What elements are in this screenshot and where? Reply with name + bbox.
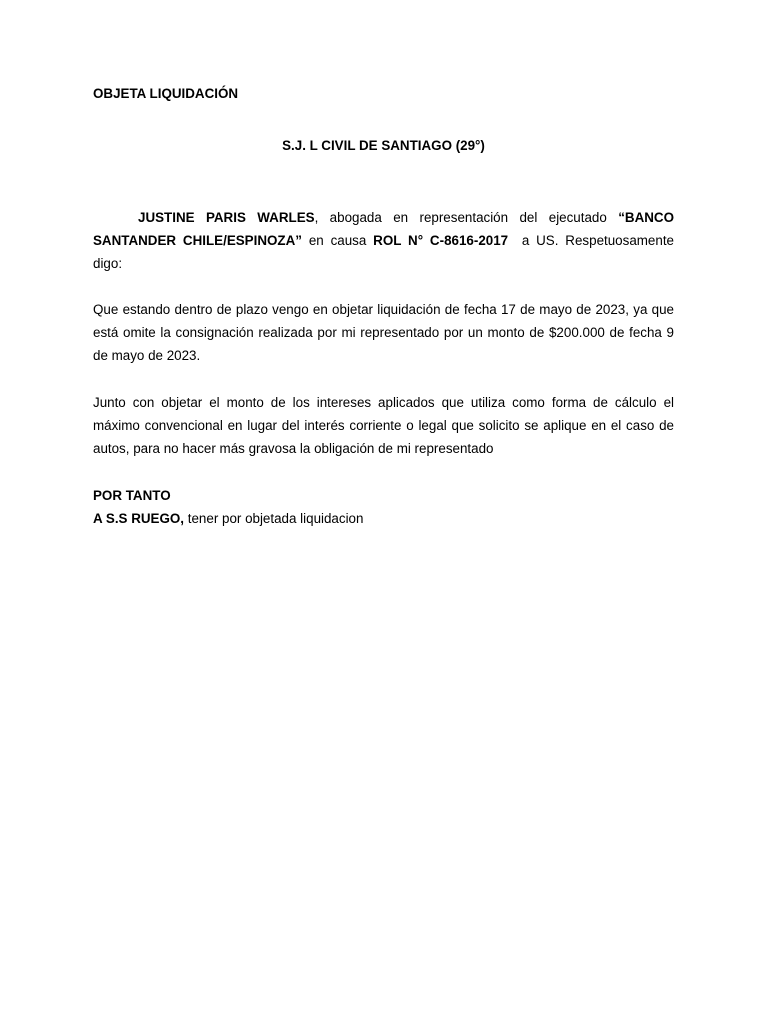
document-heading: OBJETA LIQUIDACIÓN — [93, 86, 239, 101]
lawyer-name: JUSTINE PARIS WARLES — [138, 210, 315, 225]
intro-text-2: en causa — [301, 233, 374, 248]
client-name: “BANCO SANTANDER CHILE/ESPINOZA” — [93, 210, 675, 248]
objection-paragraph: Que estando dentro de plazo vengo en objetar liquidación de fecha 17 de mayo de 2023, ya que está omite la consignación realizada por mi representado por un monto de $200.000 de fecha 9 de mayo de 2023. — [93, 302, 674, 363]
por-tanto: POR TANTO — [93, 488, 171, 503]
intro-text-1: , abogada en representación del ejecutado — [314, 210, 619, 225]
intro-text-3: a US. Respetuosamente digo: — [93, 233, 678, 271]
case-rol: ROL N° C-8616-2017 — [373, 233, 509, 248]
interest-paragraph: Junto con objetar el monto de los intereses aplicados que utiliza como forma de cálculo el máximo convencional en lugar del interés corriente o legal que solicito se aplique en el caso de autos, para no hacer más gravosa la obligación de mi representado — [93, 395, 674, 456]
court-heading: S.J. L CIVIL DE SANTIAGO (29°) — [282, 138, 485, 153]
ruego-label: A S.S RUEGO, — [93, 511, 185, 526]
closing-block — [93, 484, 674, 530]
intro-paragraph — [93, 206, 678, 275]
ruego-line — [93, 507, 674, 530]
ruego-request: tener por objetada liquidacion — [184, 511, 364, 526]
